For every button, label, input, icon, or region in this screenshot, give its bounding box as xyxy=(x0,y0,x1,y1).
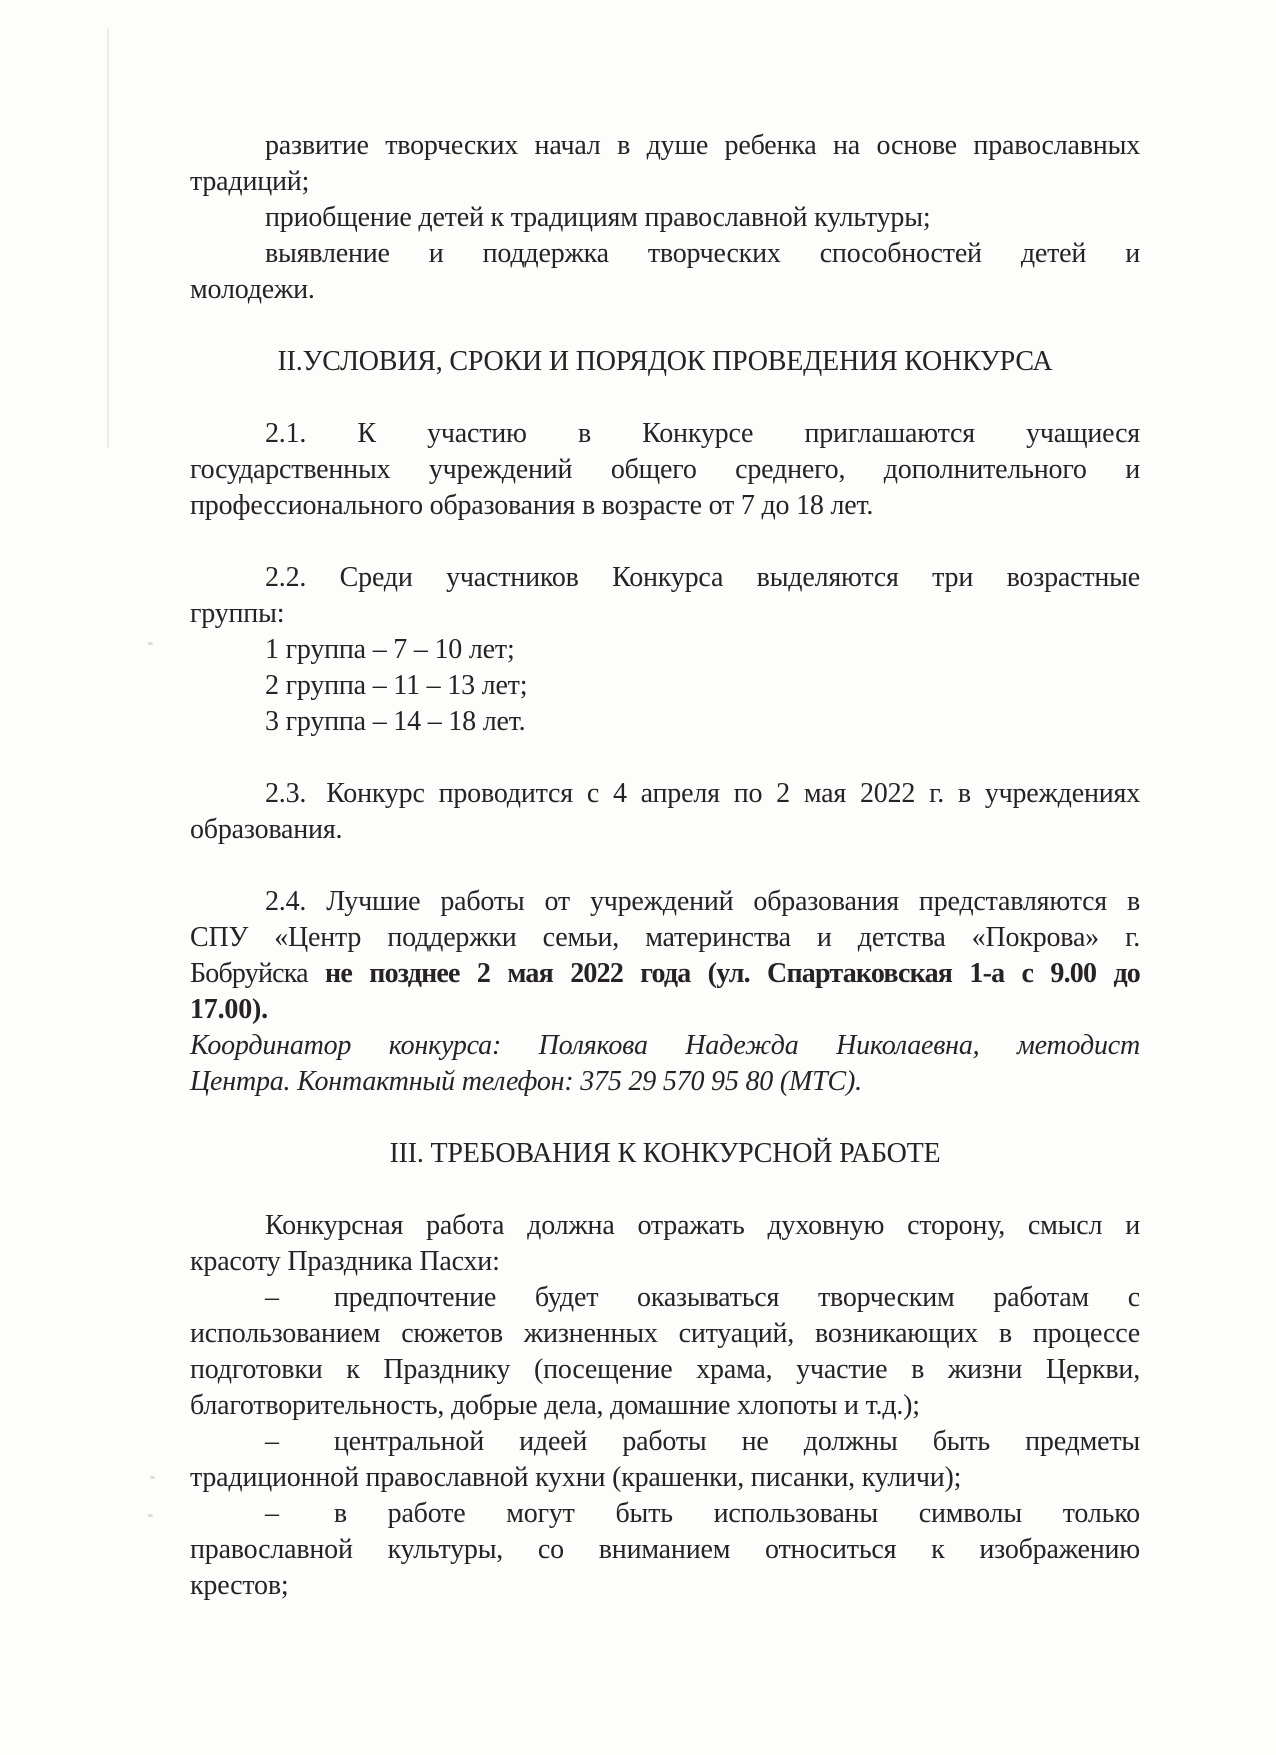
paragraph-line xyxy=(190,488,1140,524)
text-run: Центра. Контактный телефон: 375 29 570 95 80 (МТС). xyxy=(190,1066,862,1097)
paragraph-line xyxy=(190,416,1140,452)
paragraph-line xyxy=(190,1532,1140,1568)
text-run: развитие творческих начал в душе ребенка на основе православных xyxy=(265,130,1140,161)
text-run: образования. xyxy=(190,814,343,845)
section-heading-iii xyxy=(190,1136,1140,1172)
text-run: – xyxy=(265,1426,279,1457)
paragraph-line xyxy=(190,992,1140,1028)
text-run: Координатор конкурса: Полякова Надежда Николаевна, методист xyxy=(190,1030,1140,1061)
paragraph-line xyxy=(190,956,1140,992)
text-run: 17.00). xyxy=(190,994,268,1025)
text-run: II.УСЛОВИЯ, СРОКИ И ПОРЯДОК ПРОВЕДЕНИЯ КОНКУРСА xyxy=(277,346,1053,377)
text-run: подготовки к Празднику (посещение храма, участие в жизни Церкви, xyxy=(190,1354,1140,1385)
text-run: – xyxy=(265,1498,279,1529)
text-run: 2.4. xyxy=(265,886,307,917)
paragraph-line xyxy=(190,1316,1140,1352)
paragraph-line xyxy=(190,560,1140,596)
text-run: – xyxy=(265,1282,279,1313)
text-run: группы: xyxy=(190,598,285,629)
list-item-line xyxy=(190,632,1140,668)
tab-spacer xyxy=(279,1449,334,1450)
paragraph-line xyxy=(190,128,1140,164)
text-run: православной культуры, со вниманием относиться к изображению xyxy=(190,1534,1140,1565)
document-text-block xyxy=(190,128,1140,1604)
paragraph-line xyxy=(190,1388,1140,1424)
text-run: 2.3. xyxy=(265,778,307,809)
tab-spacer xyxy=(306,801,326,802)
scan-speckle xyxy=(148,1514,153,1517)
text-run: 2.2. Среди участников Конкурса выделяются три возрастные xyxy=(265,562,1140,593)
text-run: 3 группа – 14 – 18 лет. xyxy=(265,706,526,737)
text-run: государственных учреждений общего среднего, дополнительного и xyxy=(190,454,1140,485)
bullet-line xyxy=(190,1496,1140,1532)
text-run: Бобруйска xyxy=(190,958,326,989)
tab-spacer xyxy=(279,1305,334,1306)
blank-line xyxy=(190,524,1140,560)
paragraph-line xyxy=(190,272,1140,308)
paragraph-line xyxy=(190,776,1140,812)
text-run: Лучшие работы от учреждений образования представляются в xyxy=(326,886,1140,917)
blank-line xyxy=(190,380,1140,416)
blank-line xyxy=(190,1172,1140,1208)
paragraph-line xyxy=(190,596,1140,632)
list-item-line xyxy=(190,704,1140,740)
coordinator-line xyxy=(190,1028,1140,1064)
text-run: приобщение детей к традициям православной культуры; xyxy=(265,202,931,233)
scan-speckle xyxy=(150,1476,155,1479)
text-run: не позднее 2 мая 2022 года (ул. Спартаковская 1-а с 9.00 до xyxy=(325,958,1141,989)
text-run: благотворительность, добрые дела, домашние хлопоты и т.д.); xyxy=(190,1390,920,1421)
text-run: СПУ «Центр поддержки семьи, материнства и детства «Покрова» г. xyxy=(190,922,1140,953)
paragraph-line xyxy=(190,452,1140,488)
paragraph-line xyxy=(190,1460,1140,1496)
text-run: 2.1. К участию в Конкурсе приглашаются учащиеся xyxy=(265,418,1140,449)
tab-spacer xyxy=(306,909,326,910)
coordinator-line xyxy=(190,1064,1140,1100)
text-run: Конкурсная работа должна отражать духовную сторону, смысл и xyxy=(265,1210,1140,1241)
scan-speckle xyxy=(148,642,153,645)
blank-line xyxy=(190,848,1140,884)
text-run: использованием сюжетов жизненных ситуаций, возникающих в процессе xyxy=(190,1318,1140,1349)
text-run: красоту Праздника Пасхи: xyxy=(190,1246,500,1277)
paragraph-line xyxy=(190,1352,1140,1388)
blank-line xyxy=(190,1100,1140,1136)
text-run: крестов; xyxy=(190,1570,289,1601)
blank-line xyxy=(190,308,1140,344)
text-run: центральной идеей работы не должны быть предметы xyxy=(333,1426,1140,1457)
text-run: молодежи. xyxy=(190,274,315,305)
blank-line xyxy=(190,740,1140,776)
paragraph-line xyxy=(190,1568,1140,1604)
section-heading-ii xyxy=(190,344,1140,380)
text-run: традиционной православной кухни (крашенки, писанки, куличи); xyxy=(190,1462,962,1493)
tab-spacer xyxy=(279,1521,334,1522)
paragraph-line xyxy=(190,1208,1140,1244)
list-item-line xyxy=(190,668,1140,704)
paragraph-line xyxy=(190,236,1140,272)
paragraph-line xyxy=(190,1244,1140,1280)
paragraph-line xyxy=(190,920,1140,956)
bullet-line xyxy=(190,1280,1140,1316)
text-run: в работе могут быть использованы символы только xyxy=(333,1498,1140,1529)
text-run: традиций; xyxy=(190,166,310,197)
text-run: выявление и поддержка творческих способностей детей и xyxy=(265,238,1140,269)
paragraph-line xyxy=(190,200,1140,236)
text-run: профессионального образования в возрасте от 7 до 18 лет. xyxy=(190,490,874,521)
text-run: предпочтение будет оказываться творческим работам с xyxy=(333,1282,1140,1313)
paragraph-line xyxy=(190,812,1140,848)
text-run: III. ТРЕБОВАНИЯ К КОНКУРСНОЙ РАБОТЕ xyxy=(389,1138,941,1169)
text-run: Конкурс проводится с 4 апреля по 2 мая 2022 г. в учреждениях xyxy=(326,778,1140,809)
bullet-line xyxy=(190,1424,1140,1460)
paragraph-line xyxy=(190,884,1140,920)
paragraph-line xyxy=(190,164,1140,200)
scan-artifact-line xyxy=(107,28,109,448)
text-run: 1 группа – 7 – 10 лет; xyxy=(265,634,515,665)
text-run: 2 группа – 11 – 13 лет; xyxy=(265,670,528,701)
